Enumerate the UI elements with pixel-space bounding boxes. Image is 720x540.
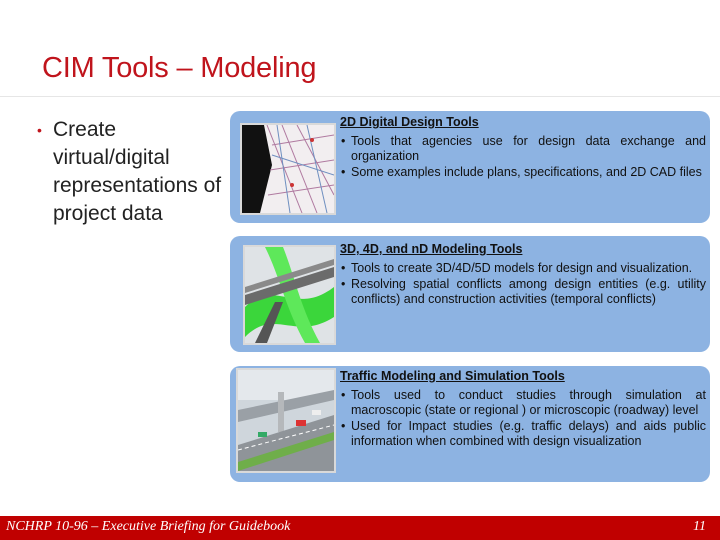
list-item: • Tools used to conduct studies through simulation at macroscopic (state or regional ) or microscopic (roadway) level (340, 388, 706, 418)
page-number: 11 (693, 519, 706, 534)
3d-interchange-image (243, 245, 336, 345)
left-bullet-text: Create virtual/digital representations of project data (53, 118, 222, 225)
panel-heading: 2D Digital Design Tools (340, 115, 479, 129)
footer-bar (0, 516, 720, 540)
panel-heading: 3D, 4D, and nD Modeling Tools (340, 242, 523, 256)
list-item: • Resolving spatial conflicts among design entities (e.g. utility conflicts) and construction activities (temporal conflicts) (340, 277, 706, 307)
panel-traffic-text (340, 369, 706, 450)
panel-heading: Traffic Modeling and Simulation Tools (340, 369, 565, 383)
list-item: • Used for Impact studies (e.g. traffic delays) and aids public information when combined with design visualization (340, 419, 706, 449)
panel-bullet-list (340, 261, 706, 307)
panel-3d-text (340, 242, 706, 308)
footer-text: NCHRP 10-96 – Executive Briefing for Guidebook (6, 519, 291, 534)
title-divider (0, 96, 720, 97)
left-bullet (37, 116, 237, 228)
cad-plan-image (240, 123, 336, 215)
list-item: • Tools to create 3D/4D/5D models for design and visualization. (340, 261, 706, 276)
slide-title: CIM Tools – Modeling (42, 52, 317, 84)
panel-2d-text (340, 115, 706, 181)
traffic-simulation-image (236, 368, 336, 473)
panel-bullet-list (340, 388, 706, 449)
list-item: • Some examples include plans, specifications, and 2D CAD files (340, 165, 706, 180)
bullet-dot-icon: • (37, 122, 42, 138)
panel-bullet-list (340, 134, 706, 180)
list-item: • Tools that agencies use for design data exchange and organization (340, 134, 706, 164)
